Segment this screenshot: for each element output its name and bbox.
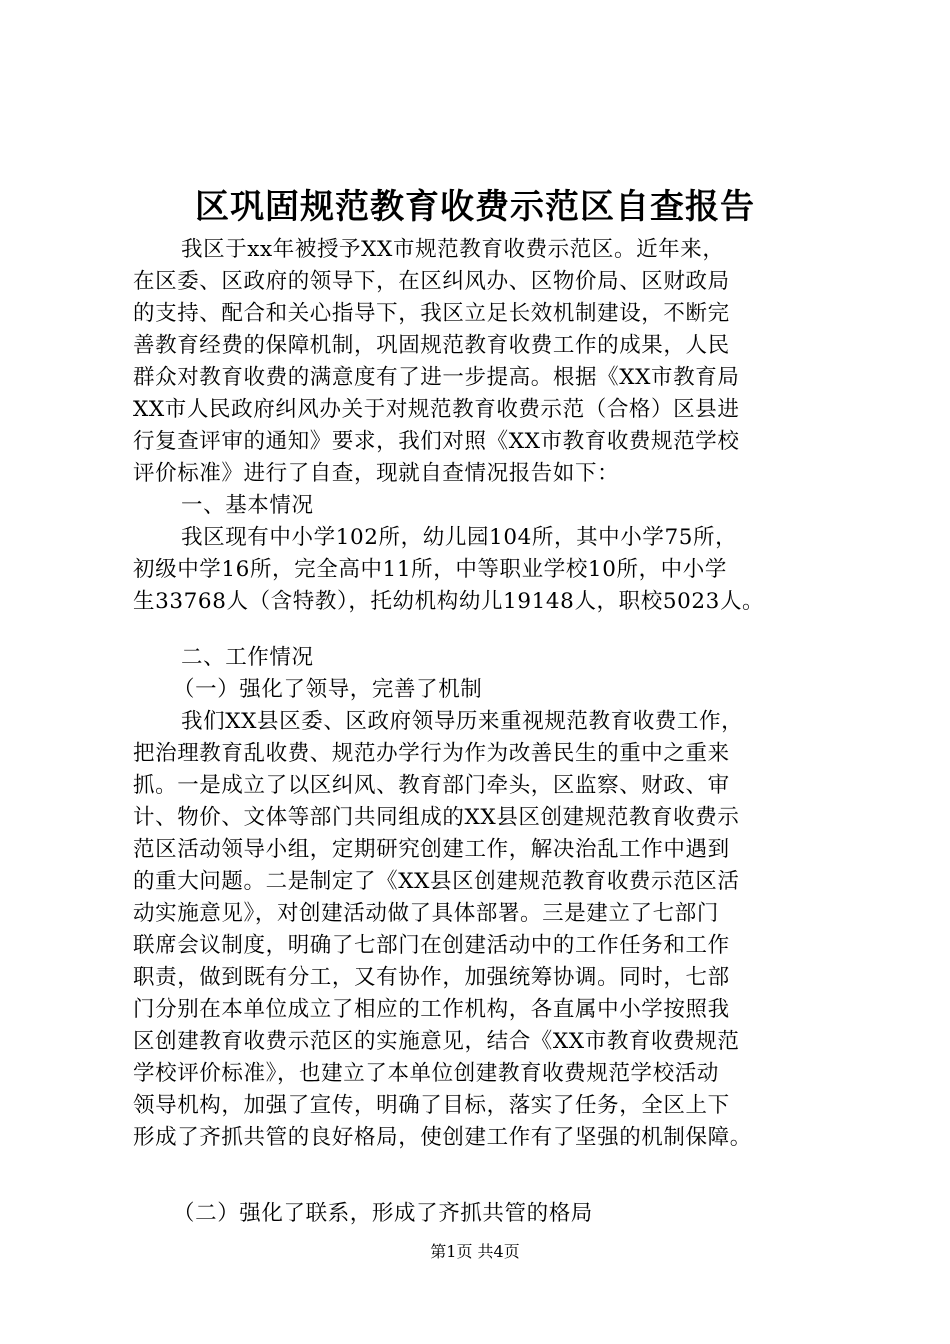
paragraph-line: 的重大问题。二是制定了《XX县区创建规范教育收费示范区活 xyxy=(133,869,740,894)
paragraph-line: 把治理教育乱收费、规范办学行为作为改善民生的重中之重来 xyxy=(133,741,730,766)
section-heading: 二、工作情况 xyxy=(181,645,314,670)
paragraph-line: 职责，做到既有分工，又有协作，加强统筹协调。同时，七部 xyxy=(133,965,730,990)
page-number: 第1页 共4页 xyxy=(430,1242,520,1261)
paragraph-line: 联席会议制度，明确了七部门在创建活动中的工作任务和工作 xyxy=(133,933,730,958)
paragraph-line: 善教育经费的保障机制，巩固规范教育收费工作的成果，人民 xyxy=(133,333,730,358)
document-body xyxy=(133,234,833,1230)
paragraph-line: 动实施意见》，对创建活动做了具体部署。三是建立了七部门 xyxy=(133,901,719,926)
paragraph-line: 学校评价标准》，也建立了本单位创建教育收费规范学校活动 xyxy=(133,1061,719,1086)
paragraph-line: 初级中学16所，完全高中11所，中等职业学校10所，中小学 xyxy=(133,557,727,582)
paragraph-line: XX市人民政府纠风办关于对规范教育收费示范（合格）区县进 xyxy=(133,397,740,422)
paragraph-line: 群众对教育收费的满意度有了进一步提高。根据《XX市教育局 xyxy=(133,365,740,390)
section-heading: 一、基本情况 xyxy=(181,493,314,518)
paragraph-line: 我们XX县区委、区政府领导历来重视规范教育收费工作， xyxy=(181,709,744,734)
paragraph-line: 区创建教育收费示范区的实施意见，结合《XX市教育收费规范 xyxy=(133,1029,740,1054)
paragraph-spacer xyxy=(133,1154,833,1198)
paragraph-line: 抓。一是成立了以区纠风、教育部门牵头，区监察、财政、审 xyxy=(133,773,730,798)
paragraph-line: 门分别在本单位成立了相应的工作机构，各直属中小学按照我 xyxy=(133,997,730,1022)
paragraph-line: 计、物价、文体等部门共同组成的XX县区创建规范教育收费示 xyxy=(133,805,740,830)
paragraph-line: 评价标准》进行了自查，现就自查情况报告如下： xyxy=(133,461,620,486)
subsection-heading: （二）强化了联系，形成了齐抓共管的格局 xyxy=(173,1201,593,1226)
paragraph-line: 领导机构，加强了宣传，明确了目标，落实了任务，全区上下 xyxy=(133,1093,730,1118)
paragraph-line: 我区现有中小学102所，幼儿园104所，其中小学75所， xyxy=(181,525,738,550)
paragraph-line: 在区委、区政府的领导下，在区纠风办、区物价局、区财政局 xyxy=(133,269,730,294)
document-title: 区巩固规范教育收费示范区自查报告 xyxy=(195,187,755,227)
paragraph-line: 行复查评审的通知》要求，我们对照《XX市教育收费规范学校 xyxy=(133,429,740,454)
paragraph-line: 范区活动领导小组，定期研究创建工作，解决治乱工作中遇到 xyxy=(133,837,730,862)
paragraph-line: 生33768人（含特教），托幼机构幼儿19148人，职校5023人。 xyxy=(133,589,765,614)
paragraph-line: 的支持、配合和关心指导下，我区立足长效机制建设，不断完 xyxy=(133,301,730,326)
subsection-heading: （一）强化了领导，完善了机制 xyxy=(173,677,483,702)
paragraph-line: 形成了齐抓共管的良好格局，使创建工作有了坚强的机制保障。 xyxy=(133,1125,752,1150)
paragraph-spacer xyxy=(133,618,833,642)
paragraph-line: 我区于xx年被授予XX市规范教育收费示范区。近年来， xyxy=(181,237,725,262)
